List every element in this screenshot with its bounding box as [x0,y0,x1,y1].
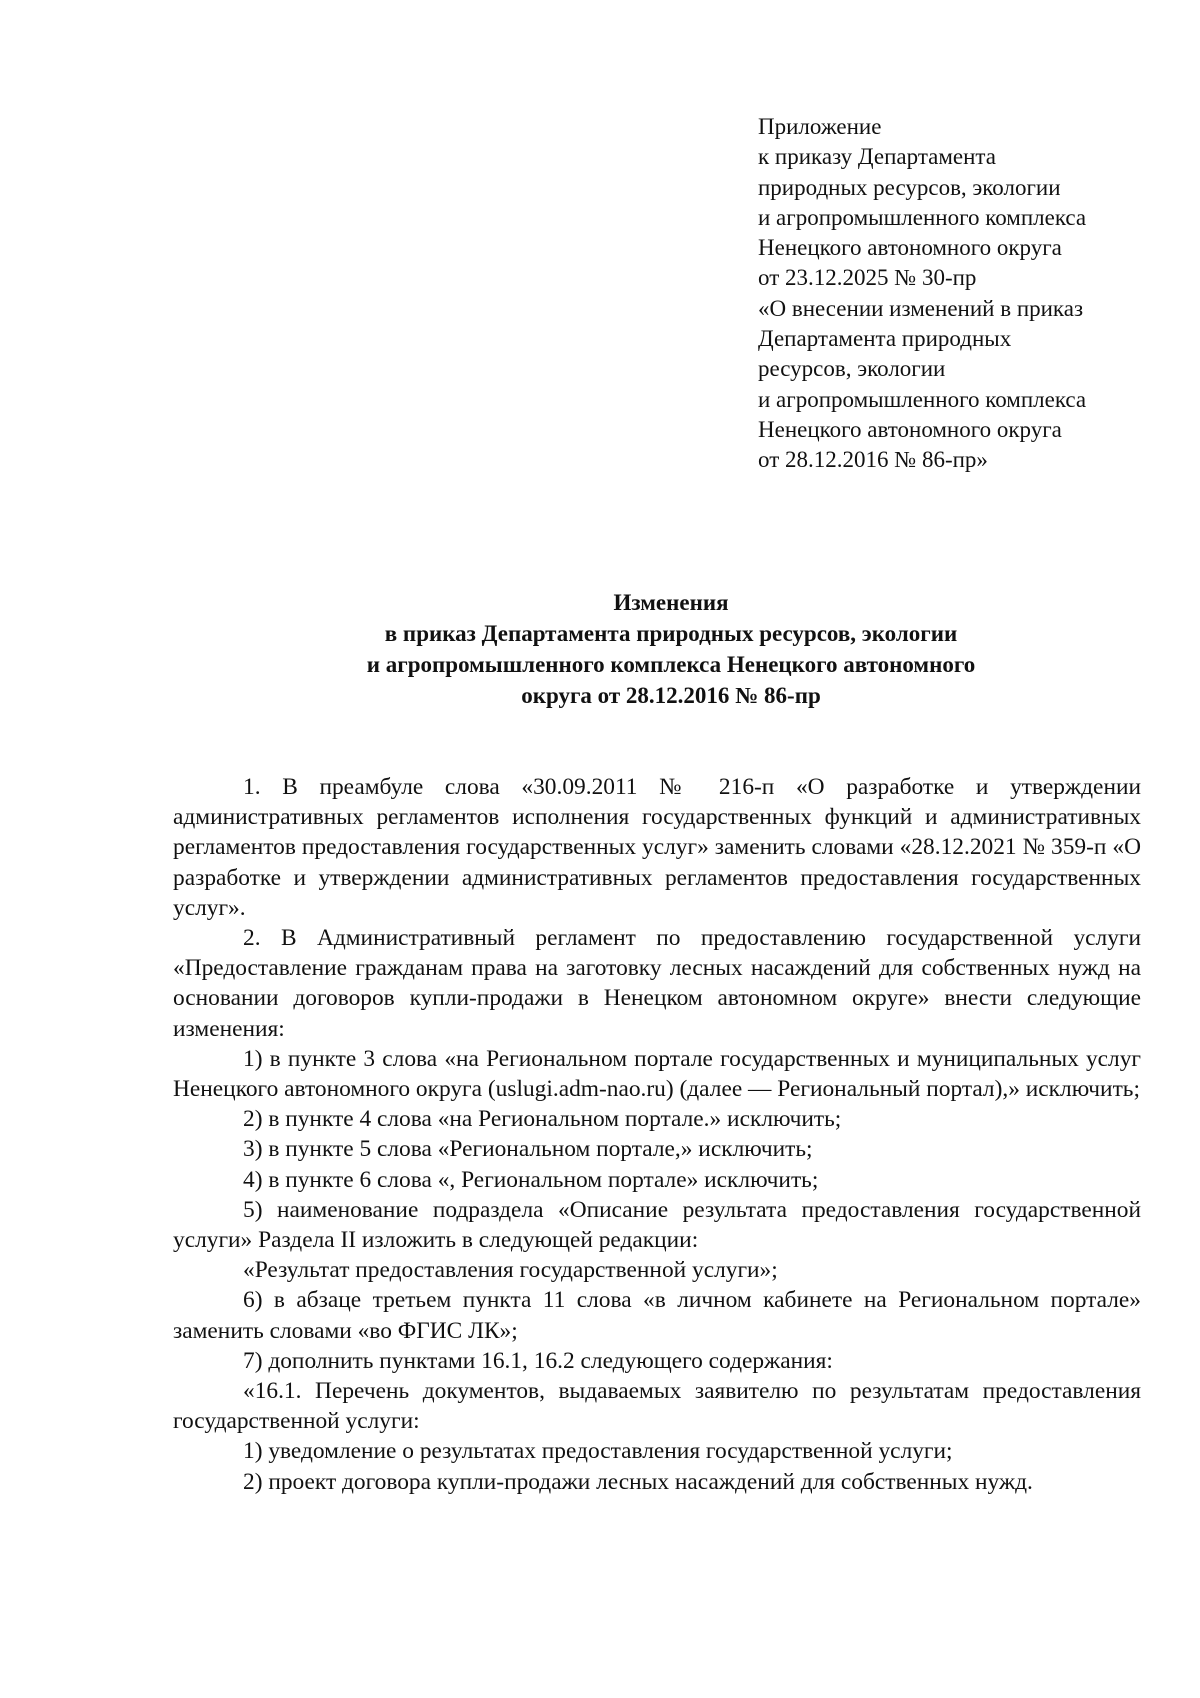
title-line: Изменения [613,590,729,615]
appendix-line: Приложение [758,114,882,139]
body-paragraph: 2) в пункте 4 слова «на Региональном портале.» исключить; [243,1106,842,1133]
body-paragraph: 3) в пункте 5 слова «Региональном портале,» исключить; [243,1136,813,1163]
appendix-line: и агропромышленного комплекса [758,386,1087,412]
body-paragraph: 6) в абзаце третьем пункта 11 слова «в личном кабинете на Региональном портале» заменить словами «во ФГИС ЛК»; [173,1287,1141,1344]
title-line: и агропромышленного комплекса Ненецкого автономного [366,652,976,677]
appendix-block [758,112,1178,476]
appendix-line: от 23.12.2025 № 30-пр [758,265,977,291]
body-paragraph: 5) наименование подраздела «Описание результата предоставления государственной услуги» Раздела II изложить в следующей редакции: [173,1196,1141,1254]
body-paragraph: 1) уведомление о результатах предоставления государственной услуги; [243,1438,953,1465]
appendix-line: и агропромышленного комплекса [758,204,1087,230]
body-paragraph: 2. В Административный регламент по предоставлению государственной услуги «Предоставление гражданам права на заготовку лесных насаждений для собственных нужд на основании договоров купли-продажи в Ненецком автономном округе» внести следующие изменения: [173,925,1141,1042]
document-body [173,772,1141,1497]
body-paragraph: «16.1. Перечень документов, выдаваемых заявителю по результатам предоставления государственной услуги: [173,1378,1141,1435]
body-paragraph: 4) в пункте 6 слова «, Региональном портале» исключить; [243,1166,819,1193]
body-paragraph: 1) в пункте 3 слова «на Региональном портале государственных и муниципальных услуг Ненецкого автономного округа (uslugi.adm-nao.ru) (далее — Региональный портал),» исключить; [173,1045,1141,1103]
appendix-line: Ненецкого автономного округа [758,416,1062,442]
appendix-line: Ненецкого автономного округа [758,235,1062,261]
appendix-line: природных ресурсов, экологии [758,174,1061,200]
appendix-line: к приказу Департамента [758,144,996,170]
title-line: в приказ Департамента природных ресурсов, экологии [384,621,958,646]
body-paragraph: 1. В преамбуле слова «30.09.2011 № 216-п «О разработке и утверждении административных регламентов исполнения государственных функций и административных регламентов предоставления государственных услуг» заменить словами «28.12.2021 № 359-п «О разработке и утверждении административных регламентов предоставления государственных услуг». [173,774,1141,921]
document-title [150,587,1192,711]
title-line: округа от 28.12.2016 № 86-пр [521,683,821,708]
appendix-line: ресурсов, экологии [758,356,946,382]
body-paragraph: 7) дополнить пунктами 16.1, 16.2 следующего содержания: [243,1347,833,1374]
body-paragraph: 2) проект договора купли-продажи лесных насаждений для собственных нужд. [243,1468,1033,1495]
appendix-line: от 28.12.2016 № 86-пр» [758,447,988,473]
appendix-line: «О внесении изменений в приказ [758,295,1084,321]
body-paragraph: «Результат предоставления государственной услуги»; [243,1257,778,1284]
appendix-line: Департамента природных [758,326,1012,352]
